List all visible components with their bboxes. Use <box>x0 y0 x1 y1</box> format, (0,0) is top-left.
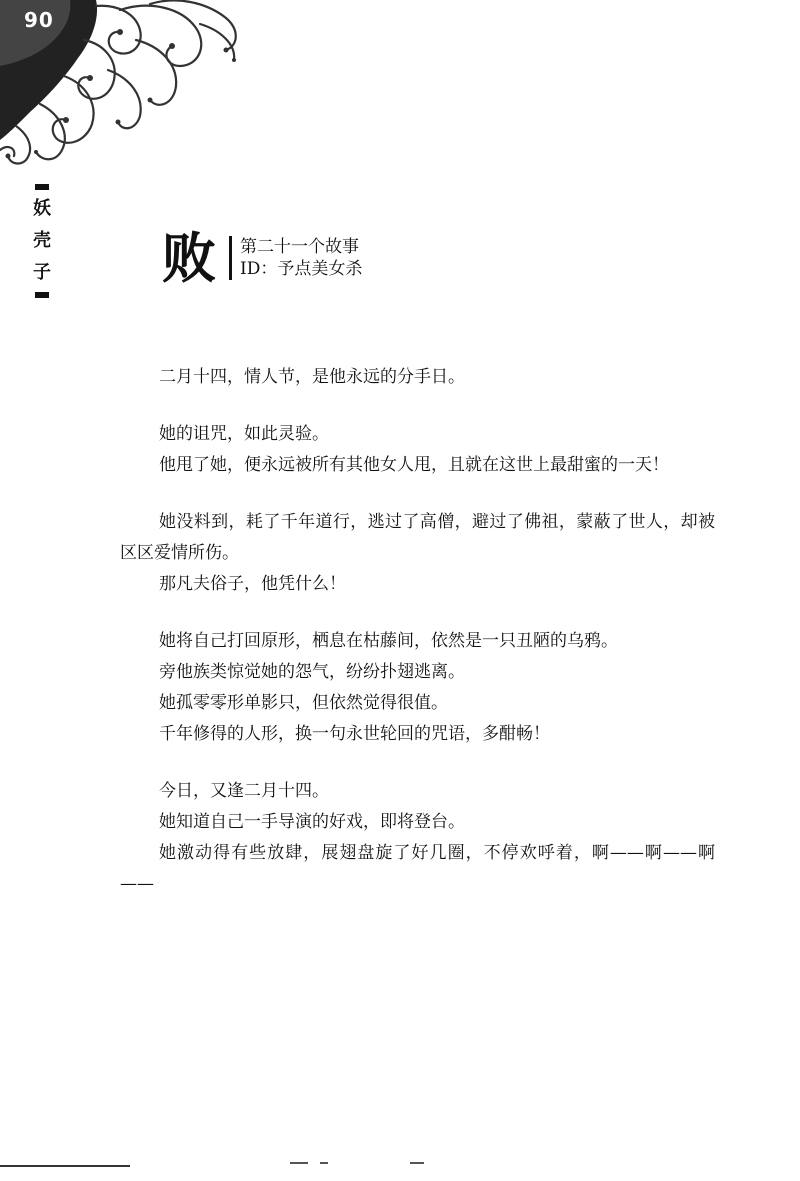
paragraph: 二月十四，情人节，是他永远的分手日。 <box>159 367 465 387</box>
paragraph: 她激动得有些放肆，展翅盘旋了好几圈，不停欢呼着，啊——啊——啊—— <box>120 843 715 894</box>
page-number: 90 <box>24 8 54 32</box>
paragraph: 千年修得的人形，换一句永世轮回的咒语，多酣畅！ <box>159 724 550 744</box>
paragraph: 他甩了她，便永远被所有其他女人甩，且就在这世上最甜蜜的一天！ <box>159 455 669 475</box>
paragraph-gap <box>120 750 715 776</box>
paragraph: 她将自己打回原形，栖息在枯藤间，依然是一只丑陋的乌鸦。 <box>159 631 618 651</box>
chapter-author: ID：予点美女杀 <box>240 259 363 279</box>
chapter-meta <box>240 236 362 280</box>
black-bracket-icon <box>35 184 49 190</box>
book-title-char: 壳 <box>33 230 51 251</box>
footer-marks <box>290 1161 430 1165</box>
paragraph-gap <box>120 600 715 626</box>
paragraph-gap <box>120 481 715 507</box>
paragraph: 旁他族类惊觉她的怨气，纷纷扑翅逃离。 <box>159 662 465 682</box>
book-title-char: 妖 <box>33 198 51 219</box>
paragraph-gap <box>120 393 715 419</box>
paragraph: 那凡夫俗子，他凭什么！ <box>159 574 346 594</box>
paragraph: 她知道自己一手导演的好戏，即将登台。 <box>159 812 465 832</box>
chapter-divider <box>229 236 232 280</box>
chapter-subtitle: 第二十一个故事 <box>240 237 359 257</box>
black-bracket-icon <box>35 292 49 298</box>
paragraph: 她没料到，耗了千年道行，逃过了高僧，避过了佛祖，蒙蔽了世人，却被区区爱情所伤。 <box>120 512 715 563</box>
book-title-char: 子 <box>33 262 51 283</box>
book-title-vertical <box>30 184 54 298</box>
paragraph: 她孤零零形单影只，但依然觉得很值。 <box>159 693 448 713</box>
footer-rule <box>0 1165 130 1167</box>
paragraph: 今日，又逢二月十四。 <box>159 781 329 801</box>
story-body <box>120 362 715 900</box>
paragraph: 她的诅咒，如此灵验。 <box>159 424 329 444</box>
chapter-title: 败 <box>162 226 216 290</box>
